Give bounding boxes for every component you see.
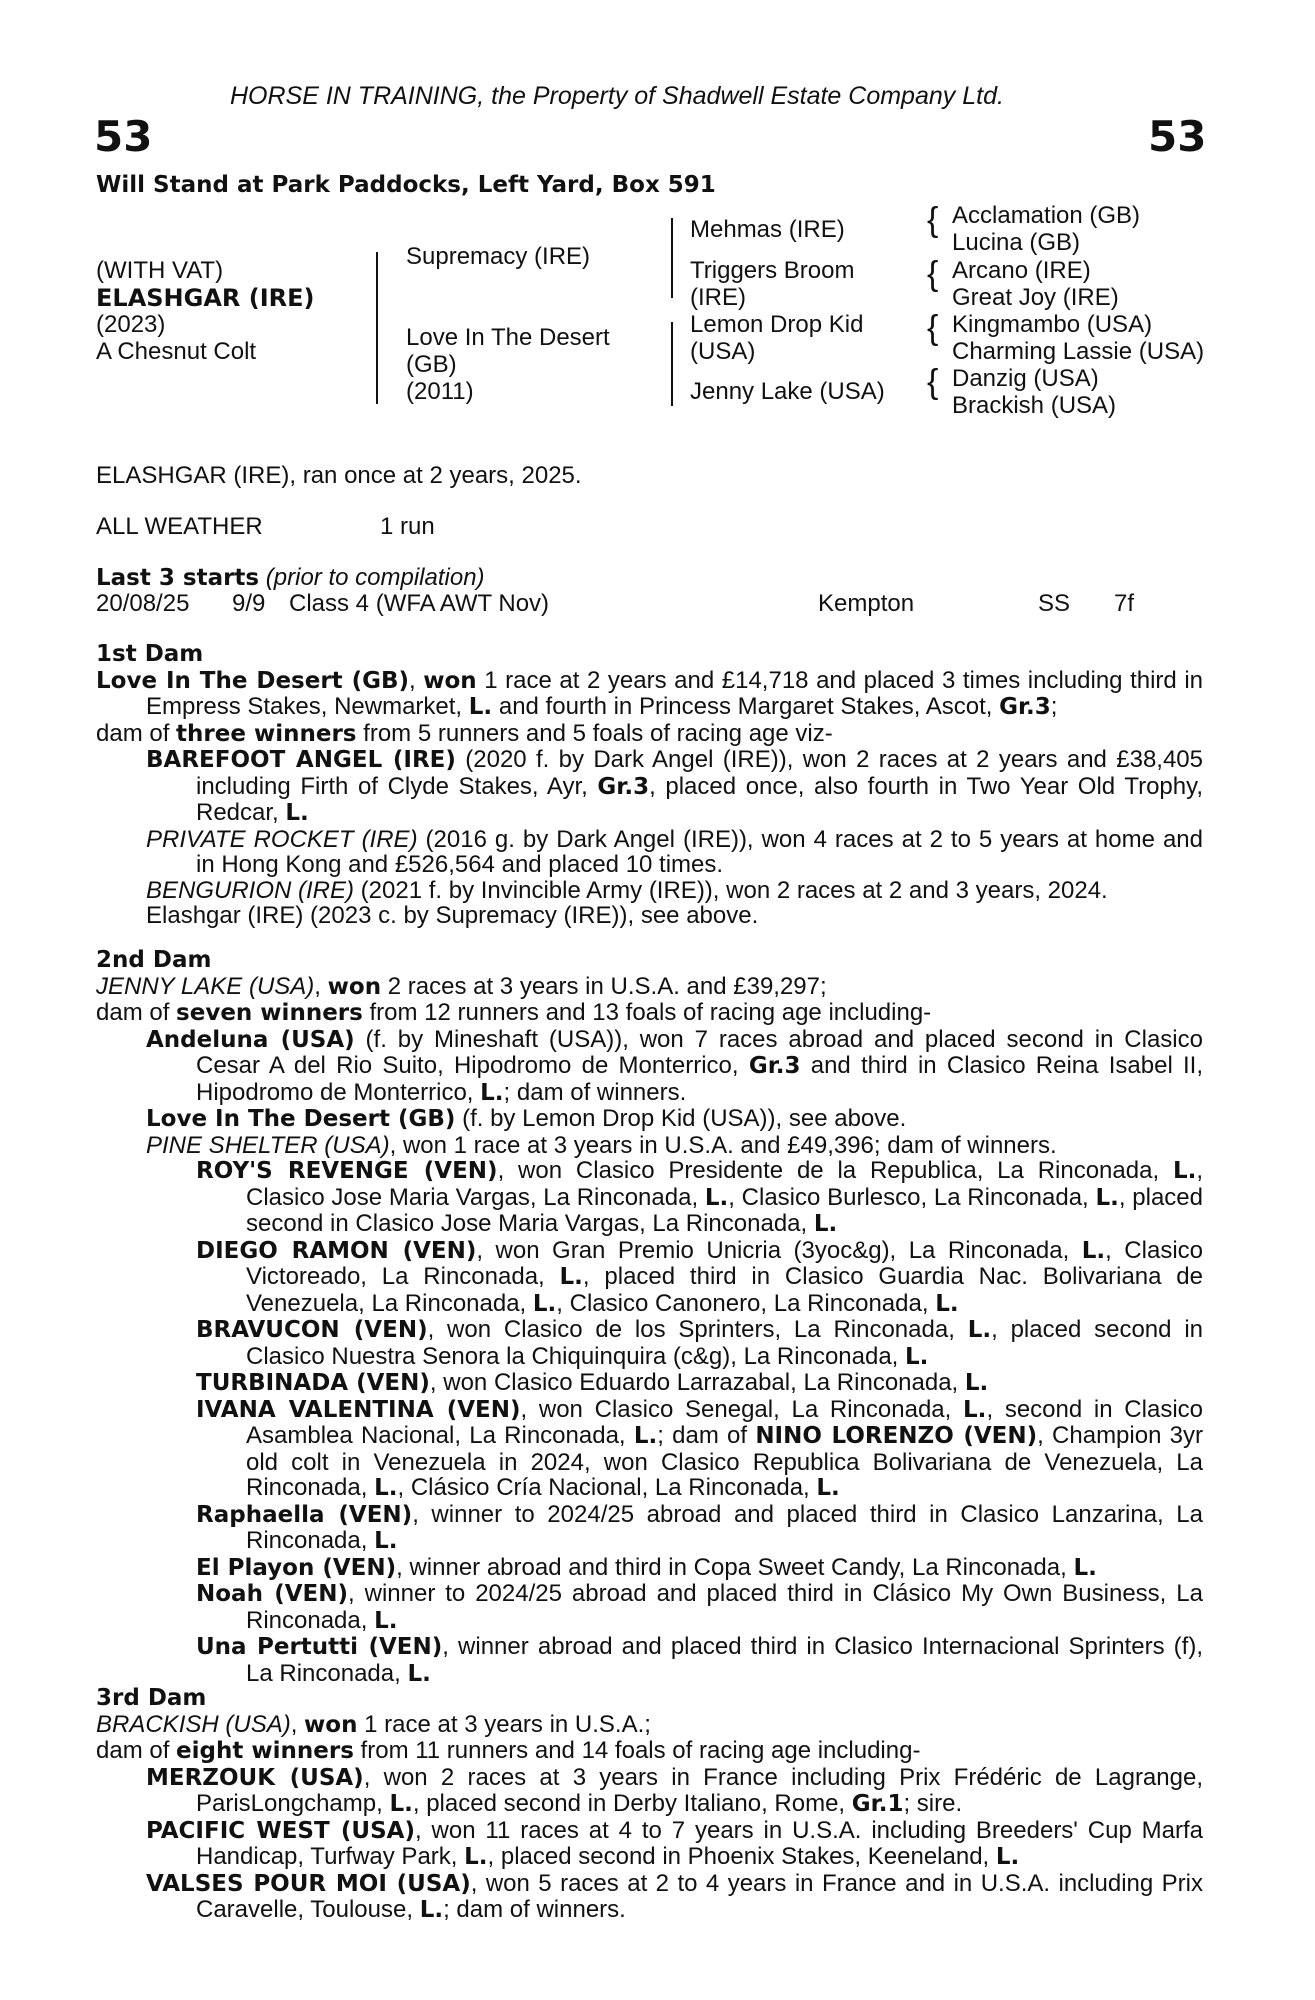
last-starts-note: (prior to compilation) — [265, 564, 485, 591]
text: 1 race at 3 years in U.S.A.; — [357, 1710, 651, 1738]
text: dam of — [96, 1737, 177, 1764]
text: dam of — [96, 999, 177, 1026]
text: , won 1 race at 3 years in U.S.A. and £49,396; dam of winners. — [389, 1131, 1057, 1159]
second-dam-paragraph: JENNY LAKE (USA), won 2 races at 3 years in U.S.A. and £39,297; — [96, 972, 827, 1000]
pedigree-bracket — [376, 252, 378, 404]
pedigree-gen3-7: Danzig (USA) — [952, 365, 1099, 392]
first-dam-section — [96, 642, 1203, 929]
bold-marker: L. — [704, 1184, 729, 1211]
text: (2021 f. by Invincible Army (IRE)), won 2 races at 2 and 3 years, 2024. — [354, 876, 1108, 904]
bold-marker: L. — [374, 1528, 398, 1554]
list-item — [146, 827, 1203, 878]
text: (2016 g. by Dark Angel (IRE)), won 4 races at 2 to 5 years at home and in Hong Kong and £526,564 and placed 10 times. — [196, 825, 1203, 878]
bold-marker: L. — [407, 1660, 431, 1687]
lot-number-right: 53 — [1148, 112, 1207, 161]
brace: { — [927, 201, 939, 239]
list-item — [196, 1502, 1203, 1555]
list-item — [196, 1370, 1203, 1397]
progeny-name: BENGURION (IRE) — [146, 876, 355, 904]
bold-marker: L. — [1081, 1237, 1106, 1264]
pedigree-sire: Supremacy (IRE) — [406, 243, 591, 270]
listed-marker: L. — [468, 694, 493, 720]
progeny-list — [96, 1765, 1203, 1924]
lot-number-left: 53 — [94, 112, 153, 161]
dam-name: JENNY LAKE (USA) — [96, 972, 315, 1000]
start-date: 20/08/25 — [96, 590, 190, 617]
bold-marker: L. — [532, 1290, 557, 1317]
bold-marker: L. — [1073, 1554, 1097, 1581]
progeny-name: Love In The Desert (GB) — [146, 1106, 456, 1132]
list-item: Elashgar (IRE) (2023 c. by Supremacy (IRE)), see above. — [146, 902, 759, 929]
winners-count: three winners — [176, 720, 357, 747]
bold-marker: L. — [1095, 1184, 1119, 1211]
bold-marker: L. — [816, 1475, 840, 1501]
text: ; dam of winners. — [503, 1078, 687, 1106]
progeny-text: , won Clasico Eduardo Larrazabal, La Rinconada, L. — [429, 1369, 989, 1396]
progeny-text: , won Clasico Presidente de la Republica, La Rinconada, L., Clasico Jose Maria Vargas, La Rinconada, L., Clasico Burlesco, La Rinconada, L., placed second in Clasico Jose Maria Vargas, La Rinconada, L. — [246, 1157, 1204, 1237]
progeny-name: PINE SHELTER (USA) — [146, 1131, 390, 1159]
progeny-name: El Playon (VEN) — [196, 1554, 397, 1581]
horse-year: (2023) — [96, 311, 166, 338]
progeny-name: ROY'S REVENGE (VEN) — [196, 1158, 498, 1184]
race-summary: ELASHGAR (IRE), ran once at 2 years, 2025. — [96, 462, 582, 489]
progeny-name: IVANA VALENTINA (VEN) — [196, 1396, 521, 1423]
progeny-text: , won Clasico Senegal, La Rinconada, L., second in Clasico Asamblea Nacional, La Rinconada, L.; dam of NINO LORENZO (VEN), Champion 3yr old colt in Venezuela in 2024, won Clasico Republica Bolivariana de Venezuela, La Rinconada, L., Clásico Cría Nacional, La Rinconada, L. — [246, 1395, 1204, 1501]
progeny-text: , won Clasico de los Sprinters, La Rinconada, L., placed second in Clasico Nuestra Senora la Chiquinquira (c&g), La Rinconada, L. — [246, 1316, 1204, 1370]
last-starts-label: Last 3 starts — [96, 565, 260, 591]
pedigree-gen3-4: Great Joy (IRE) — [952, 284, 1119, 311]
bold-marker: L. — [633, 1423, 658, 1449]
bold-marker: L. — [374, 1475, 398, 1501]
bold-marker: L. — [813, 1211, 838, 1237]
list-item — [196, 1317, 1203, 1370]
pedigree-sire-dam-line2: (IRE) — [690, 284, 746, 311]
text: from 12 runners and 13 foals of racing age including- — [362, 999, 932, 1026]
bold-marker: L. — [964, 1370, 989, 1396]
progeny-text: , winner to 2024/25 abroad and placed third in Clásico My Own Business, La Rinconada, L. — [246, 1580, 1203, 1634]
list-item — [146, 1133, 1203, 1159]
progeny-text: , winner abroad and placed third in Clasico Internacional Sprinters (f), La Rinconada, L. — [246, 1633, 1203, 1687]
pedigree-gen3-2: Lucina (GB) — [952, 229, 1081, 256]
progeny-name: MERZOUK (USA) — [146, 1764, 364, 1791]
text: (2020 f. by Dark Angel (IRE)), won 2 races at 2 years and £38,405 including Firth of Clyde Stakes, Ayr, — [196, 746, 1203, 800]
progeny-name: DIEGO RAMON (VEN) — [196, 1237, 477, 1264]
listed-marker: L. — [285, 800, 309, 826]
page-header-title: HORSE IN TRAINING, the Property of Shadwell Estate Company Ltd. — [230, 82, 1004, 110]
progeny-name: Noah (VEN) — [196, 1581, 349, 1607]
stand-location: Will Stand at Park Paddocks, Left Yard, Box 591 — [96, 172, 716, 198]
bold-marker: L. — [419, 1897, 444, 1923]
list-item — [146, 1106, 1203, 1133]
won-label: won — [423, 667, 477, 694]
text: dam of — [96, 719, 177, 747]
bold-marker: L. — [995, 1844, 1020, 1870]
section-heading: 1st Dam — [96, 641, 204, 667]
list-item — [196, 1634, 1203, 1687]
list-item — [146, 1027, 1203, 1107]
bold-marker: NINO LORENZO (VEN) — [755, 1423, 1038, 1449]
bold-marker: L. — [559, 1264, 583, 1290]
pedigree-dam-line2: (GB) — [406, 351, 457, 378]
group-marker: Gr.3 — [748, 1053, 801, 1079]
list-item — [196, 1238, 1203, 1318]
text: (f. by Mineshaft (USA)), won 7 races abroad and placed second in Clasico Cesar A del Rio Suito, Hipodromo de Monterrico, — [196, 1025, 1203, 1079]
pedigree-gen3-6: Charming Lassie (USA) — [952, 338, 1205, 365]
start-distance: 7f — [1114, 590, 1135, 617]
group-marker: Gr.3 — [597, 773, 650, 800]
pedigree-gen3-3: Arcano (IRE) — [952, 257, 1091, 284]
progeny-name: Raphaella (VEN) — [196, 1501, 413, 1528]
text: (f. by Lemon Drop Kid (USA)), see above. — [455, 1105, 907, 1132]
text: , placed once, also fourth in Two Year Old Trophy, Redcar, — [196, 772, 1204, 826]
brace: { — [927, 309, 939, 347]
text: 1 race at 2 years and £14,718 and placed 3 times including third in Empress Stakes, Newmarket, — [146, 666, 1204, 720]
record-runs: 1 run — [380, 513, 435, 540]
pedigree-gen3-1: Acclamation (GB) — [952, 202, 1141, 229]
grand-progeny-list — [96, 1158, 1203, 1687]
bold-marker: L. — [963, 1396, 987, 1423]
bold-marker: Gr.1 — [851, 1791, 904, 1817]
pedigree-gen3-5: Kingmambo (USA) — [952, 311, 1153, 338]
bold-marker: L. — [905, 1343, 929, 1370]
progeny-name: TURBINADA (VEN) — [196, 1370, 430, 1396]
second-dam-section — [96, 948, 1203, 1687]
horse-description: A Chesnut Colt — [96, 338, 257, 365]
list-item — [146, 1818, 1203, 1871]
text: from 5 runners and 5 foals of racing age viz- — [356, 719, 833, 747]
list-item — [146, 878, 1203, 904]
group-marker: Gr.3 — [999, 694, 1051, 720]
progeny-text: , won 11 races at 4 to 7 years in U.S.A. including Breeders' Cup Marfa Handicap, Turfway Park, L., placed second in Phoenix Stakes, Keeneland, L. — [196, 1816, 1204, 1870]
won-label: won — [327, 973, 382, 1000]
text: and fourth in Princess Margaret Stakes, Ascot, — [492, 693, 1000, 720]
list-item — [196, 1581, 1203, 1634]
progeny-text: , winner abroad and third in Copa Sweet Candy, La Rinconada, L. — [396, 1553, 1097, 1581]
progeny-name: Andeluna (USA) — [146, 1026, 355, 1053]
winners-count: seven winners — [176, 1000, 363, 1026]
list-item — [146, 1871, 1203, 1924]
listed-marker: L. — [480, 1079, 504, 1106]
start-race: Class 4 (WFA AWT Nov) — [289, 590, 550, 617]
progeny-name: PRIVATE ROCKET (IRE) — [146, 825, 418, 853]
progeny-name: PACIFIC WEST (USA) — [146, 1817, 415, 1844]
text: and third in Clasico Reina Isabel II, Hipodromo de Monterrico, — [196, 1052, 1204, 1106]
last-starts-heading — [96, 564, 485, 592]
start-going: SS — [1038, 590, 1071, 617]
list-item — [146, 747, 1203, 827]
pedigree-sire-sire: Mehmas (IRE) — [690, 216, 845, 243]
progeny-text: , won 2 races at 3 years in France including Prix Frédéric de Lagrange, ParisLongchamp, L., placed second in Derby Italiano, Rome, Gr.1; sire. — [196, 1763, 1203, 1817]
progeny-text: , won Gran Premio Unicria (3yoc&g), La Rinconada, L., Clasico Victoreado, La Rinconada, L., placed third in Clasico Guardia Nac. Bolivariana de Venezuela, La Rinconada, L., Clasico Canonero, La Rinconada, L. — [246, 1236, 1204, 1317]
text: from 11 runners and 14 foals of racing age including- — [353, 1737, 921, 1764]
horse-name: ELASHGAR (IRE) — [96, 284, 315, 312]
progeny-name: BRAVUCON (VEN) — [196, 1317, 428, 1343]
first-dam-paragraph: Love In The Desert (GB), won 1 race at 2 years and £14,718 and placed 3 times including third in Empress Stakes, Newmarket, L. and fourth in Princess Margaret Stakes, Ascot, Gr.3; — [96, 666, 1204, 720]
pedigree-dam-line1: Love In The Desert — [406, 324, 610, 351]
start-position: 9/9 — [232, 590, 266, 617]
pedigree-dam-sire-line1: Lemon Drop Kid — [690, 311, 864, 338]
dam-name: BRACKISH (USA) — [96, 1710, 291, 1738]
progeny-name: BAREFOOT ANGEL (IRE) — [146, 747, 456, 773]
dam-of-line — [96, 1000, 1203, 1027]
brace: { — [927, 255, 939, 293]
bold-marker: L. — [464, 1844, 488, 1870]
bold-marker: L. — [1172, 1158, 1197, 1184]
bold-marker: L. — [374, 1607, 398, 1634]
bold-marker: L. — [389, 1791, 413, 1817]
brace: { — [927, 363, 939, 401]
pedigree-bracket — [671, 322, 673, 406]
dam-name: Love In The Desert (GB) — [96, 667, 410, 694]
start-course: Kempton — [818, 590, 915, 617]
pedigree-dam-line3: (2011) — [406, 378, 474, 405]
list-item — [146, 1765, 1203, 1818]
progeny-text: , won 5 races at 2 to 4 years in France and in U.S.A. including Prix Caravelle, Toulouse, L.; dam of winners. — [196, 1869, 1203, 1923]
progeny-name: VALSES POUR MOI (USA) — [146, 1870, 471, 1897]
progeny-text: , winner to 2024/25 abroad and placed third in Clasico Lanzarina, La Rinconada, L. — [246, 1500, 1203, 1554]
won-label: won — [304, 1711, 358, 1738]
list-item — [196, 1158, 1203, 1238]
text: 2 races at 3 years in U.S.A. and £39,297; — [381, 972, 827, 1000]
third-dam-section — [96, 1686, 1203, 1924]
pedigree-bracket — [671, 218, 673, 298]
dam-of-line — [96, 721, 1203, 748]
third-dam-paragraph: BRACKISH (USA), won 1 race at 3 years in U.S.A.; — [96, 1710, 651, 1738]
list-item — [196, 1555, 1203, 1582]
bold-marker: L. — [967, 1317, 992, 1343]
pedigree-sire-dam-line1: Triggers Broom — [690, 257, 855, 284]
dam-of-line — [96, 1738, 1203, 1765]
list-item — [196, 1397, 1203, 1502]
pedigree-gen3-8: Brackish (USA) — [952, 392, 1117, 419]
progeny-name: Una Pertutti (VEN) — [196, 1634, 443, 1660]
section-heading: 3rd Dam — [96, 1685, 207, 1711]
section-heading: 2nd Dam — [96, 947, 212, 973]
text: ; — [1050, 693, 1058, 720]
pedigree-dam-dam: Jenny Lake (USA) — [690, 378, 885, 405]
vat-status: (WITH VAT) — [96, 257, 224, 284]
bold-marker: L. — [935, 1290, 959, 1317]
pedigree-dam-sire-line2: (USA) — [690, 338, 756, 365]
winners-count: eight winners — [176, 1738, 354, 1764]
record-surface: ALL WEATHER — [96, 513, 263, 540]
